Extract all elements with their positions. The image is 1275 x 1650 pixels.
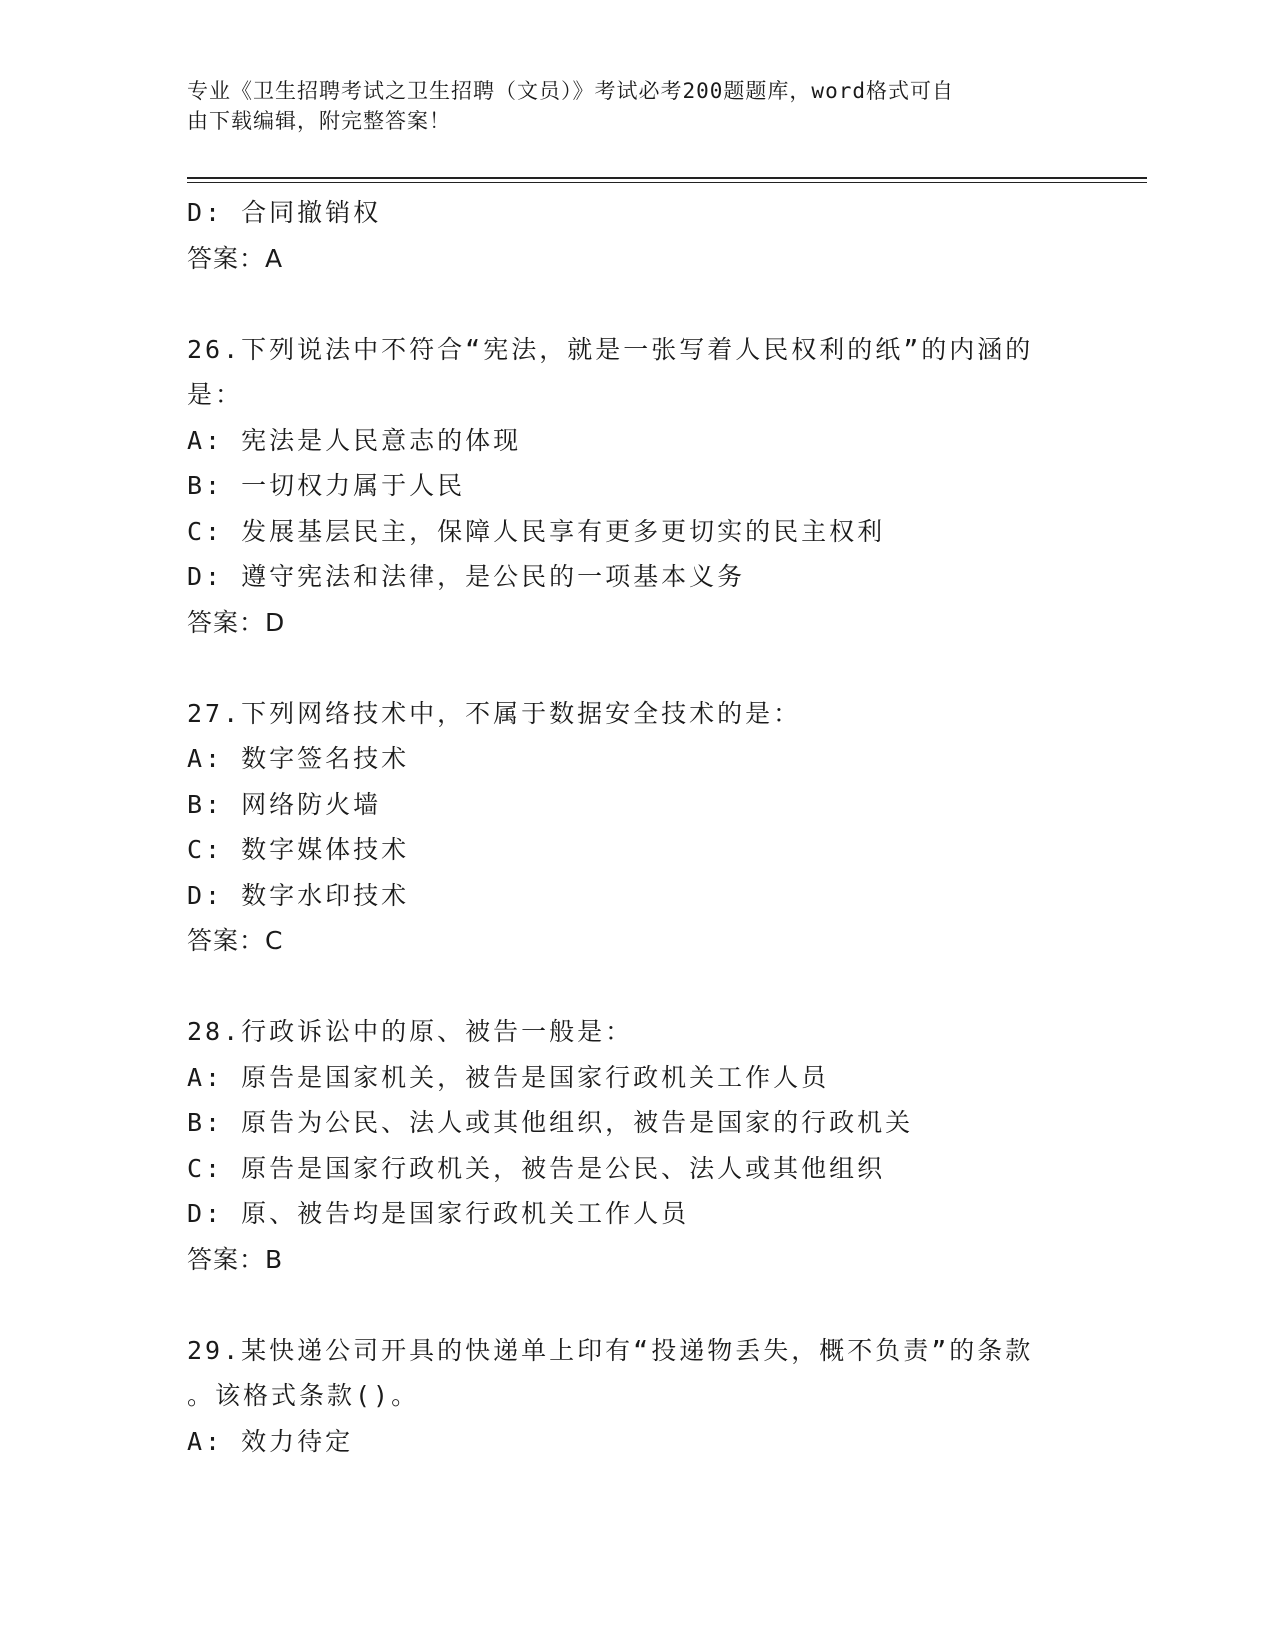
header-divider-thin — [187, 182, 1147, 183]
answer: 答案：D — [187, 607, 286, 637]
spacer — [187, 645, 1087, 691]
header-line-1: 专业《卫生招聘考试之卫生招聘（文员）》考试必考200题题库，word格式可自 — [187, 79, 954, 103]
question-stem: 28.行政诉讼中的原、被告一般是： — [187, 1017, 634, 1046]
document-body — [187, 190, 1087, 1464]
option-b: B: 网络防火墙 — [187, 789, 382, 819]
question-28 — [187, 1009, 1087, 1282]
option-b: B: 一切权力属于人民 — [187, 471, 466, 500]
question-stem-continued: 是： — [187, 380, 244, 409]
spacer — [187, 964, 1087, 1010]
question-stem: 26.下列说法中不符合“宪法，就是一张写着人民权利的纸”的内涵的 — [187, 334, 1034, 364]
document-header — [187, 76, 1067, 136]
question-stem: 29.某快递公司开具的快递单上印有“投递物丢失，概不负责”的条款 — [187, 1335, 1034, 1365]
option-d: D: 遵守宪法和法律，是公民的一项基本义务 — [187, 562, 746, 591]
option-c: C: 发展基层民主，保障人民享有更多更切实的民主权利 — [187, 516, 886, 546]
option-a: A: 原告是国家机关，被告是国家行政机关工作人员 — [187, 1062, 830, 1092]
option-c: C: 原告是国家行政机关，被告是公民、法人或其他组织 — [187, 1153, 886, 1183]
question-29 — [187, 1328, 1087, 1465]
option-d: D: 数字水印技术 — [187, 880, 410, 910]
option-d: D: 合同撤销权 — [187, 198, 382, 227]
option-b: B: 原告为公民、法人或其他组织，被告是国家的行政机关 — [187, 1108, 914, 1137]
answer: 答案：B — [187, 1244, 284, 1274]
question-27 — [187, 691, 1087, 964]
option-a: A: 宪法是人民意志的体现 — [187, 425, 522, 455]
option-a: A: 效力待定 — [187, 1426, 354, 1456]
answer: 答案：C — [187, 926, 284, 955]
question-stem-continued: 。该格式条款()。 — [187, 1381, 420, 1410]
question-stem: 27.下列网络技术中，不属于数据安全技术的是： — [187, 698, 802, 728]
option-a: A: 数字签名技术 — [187, 744, 410, 773]
option-c: C: 数字媒体技术 — [187, 835, 410, 864]
header-divider-thick — [187, 177, 1147, 179]
spacer — [187, 1282, 1087, 1328]
header-line-2: 由下载编辑，附完整答案！ — [187, 109, 451, 133]
question-26 — [187, 327, 1087, 646]
option-d: D: 原、被告均是国家行政机关工作人员 — [187, 1199, 690, 1228]
question-25-tail — [187, 190, 1087, 281]
answer: 答案：A — [187, 243, 284, 273]
spacer — [187, 281, 1087, 327]
